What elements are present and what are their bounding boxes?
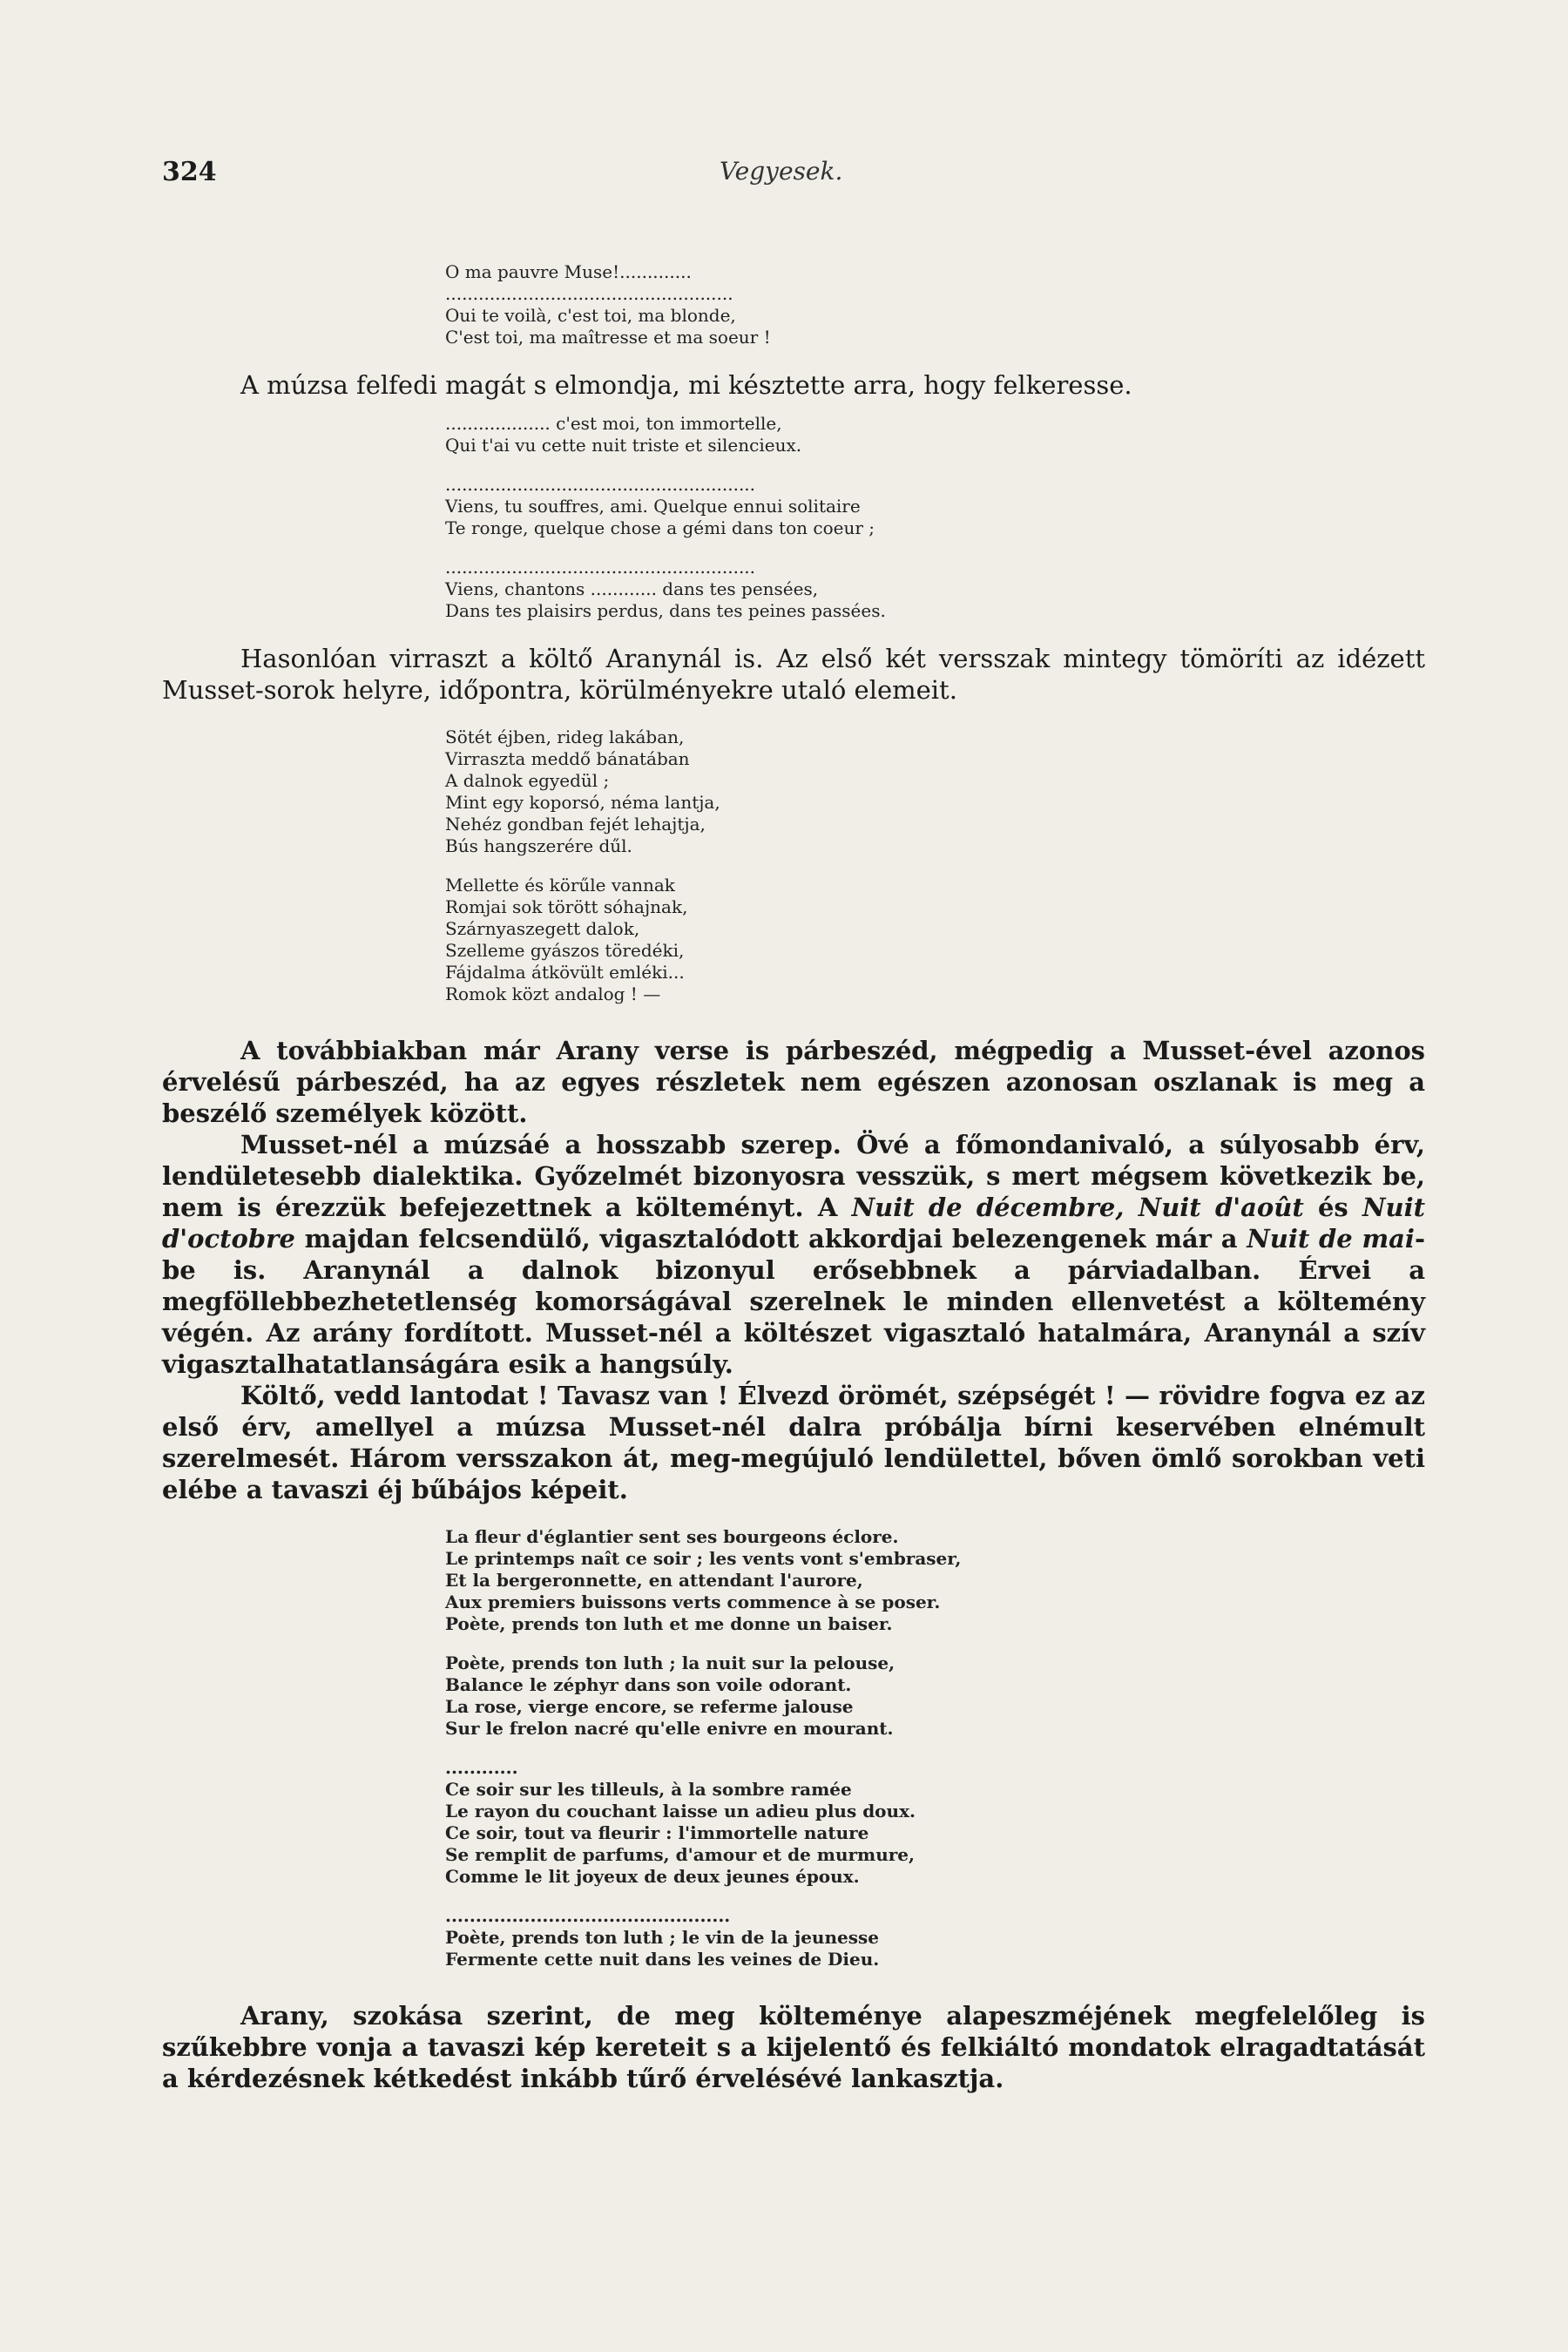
arany-poem-quote: [445, 727, 1425, 1005]
verse-line: ............: [445, 1757, 518, 1778]
verse-line: Bús hangszerére dűl.: [445, 835, 632, 856]
running-head: Vegyesek.: [720, 157, 843, 186]
stanza: [445, 474, 1425, 539]
title-italic: Nuit de décembre, Nuit d'août: [851, 1193, 1304, 1222]
musset-quote-3: [445, 1526, 1425, 1970]
title-italic: Nuit d'octobre: [162, 1193, 1425, 1254]
stanza: [445, 1757, 1425, 1888]
verse-line: Viens, tu souffres, ami. Quelque ennui solitaire: [445, 496, 861, 517]
stanza: [445, 413, 1425, 456]
page-content: [162, 261, 1425, 2094]
text-run: és: [1303, 1193, 1362, 1222]
verse-line: Poète, prends ton luth ; la nuit sur la pelouse,: [445, 1652, 896, 1673]
paragraph-text: Költő, vedd lantodat ! Tavasz van ! Élvezd örömét, szépségét ! — rövidre fogva ez az első érv, amellyel a múzsa Musset-nél dalra próbálja bírni keservében elnémult szerelmesét. Három versszakon át, meg-megújuló lendülettel, bőven ömlő sorokban veti elébe a tavaszi éj bűbájos képeit.: [162, 1381, 1425, 1504]
verse-line: Le printemps naît ce soir ; les vents vont s'embraser,: [445, 1548, 962, 1569]
verse-line: Le rayon du couchant laisse un adieu plus doux.: [445, 1801, 916, 1821]
verse-line: O ma pauvre Muse!.............: [445, 261, 692, 282]
verse-line: Oui te voilà, c'est toi, ma blonde,: [445, 305, 736, 326]
verse-line: Mellette és körűle vannak: [445, 875, 675, 896]
stanza: [445, 557, 1425, 622]
verse-line: ...............................................: [445, 1905, 731, 1926]
verse-line: Et la bergeronnette, en attendant l'aurore,: [445, 1570, 863, 1591]
verse-line: Comme le lit joyeux de deux jeunes époux.: [445, 1866, 860, 1887]
verse-line: Poète, prends ton luth ; le vin de la jeunesse: [445, 1927, 879, 1948]
paragraph-dialogue: [162, 1035, 1425, 1505]
verse-line: C'est toi, ma maîtresse et ma soeur !: [445, 327, 771, 348]
verse-line: Balance le zéphyr dans son voile odorant.: [445, 1674, 852, 1695]
verse-line: La rose, vierge encore, se referme jalouse: [445, 1696, 854, 1717]
verse-line: Poète, prends ton luth et me donne un baiser.: [445, 1613, 893, 1634]
musset-quote-2: [445, 413, 1425, 622]
verse-line: La fleur d'églantier sent ses bourgeons éclore.: [445, 1526, 899, 1547]
verse-line: Romjai sok törött sóhajnak,: [445, 896, 688, 917]
text-run: majdan felcsendülő, vigasztalódott akkordjai belezengenek már a: [294, 1224, 1247, 1254]
paragraph-similarity: [162, 643, 1425, 706]
text-run: -be is. Aranynál a dalnok bizonyul erősebbnek a párviadalban. Érvei a megföllebbezhetetlenség komorságával szerelnek le minden ellenvetést a költemény végén. Az arány fordított. Musset-nél a költészet vigasztaló hatalmára, Aranynál a szív vigasztalhatatlanságára esik a hangsúly.: [162, 1224, 1425, 1379]
verse-line: Sur le frelon nacré qu'elle enivre en mourant.: [445, 1718, 894, 1739]
paragraph-text: Arany, szokása szerint, de meg költeménye alapeszméjének megfelelőleg is szűkebbre vonja a tavaszi kép kereteit s a kijelentő és felkiáltó mondatok elragadtatását a kérdezésnek kétkedést inkább tűrő érvelésévé lankasztja.: [162, 2001, 1425, 2093]
verse-line: Ce soir, tout va fleurir : l'immortelle nature: [445, 1822, 869, 1843]
verse-line: ....................................................: [445, 283, 733, 304]
stanza: [445, 1526, 1425, 1635]
paragraph-text: [162, 1129, 1425, 1380]
verse-line: A dalnok egyedül ;: [445, 770, 610, 791]
verse-line: Aux premiers buissons verts commence à se poser.: [445, 1592, 941, 1612]
page-number: 324: [162, 157, 217, 187]
stanza: [445, 1905, 1425, 1970]
verse-line: ........................................................: [445, 557, 756, 578]
verse-line: Dans tes plaisirs perdus, dans tes peines passées.: [445, 600, 886, 621]
verse-line: Se remplit de parfums, d'amour et de murmure,: [445, 1844, 915, 1865]
paragraph-muse: [162, 369, 1425, 401]
paragraph-text: A múzsa felfedi magát s elmondja, mi késztette arra, hogy felkeresse.: [240, 370, 1132, 400]
verse-line: ................... c'est moi, ton immortelle,: [445, 413, 782, 434]
verse-line: Virraszta meddő bánatában: [445, 748, 690, 769]
paragraph-conclusion: [162, 2000, 1425, 2094]
verse-line: Fájdalma átkövült emléki...: [445, 962, 685, 983]
verse-line: ........................................................: [445, 474, 756, 495]
page-header: [162, 157, 1425, 200]
verse-line: Sötét éjben, rideg lakában,: [445, 727, 685, 747]
stanza: [445, 875, 1425, 1005]
verse-line: Mint egy koporsó, néma lantja,: [445, 792, 720, 813]
verse-line: Fermente cette nuit dans les veines de Dieu.: [445, 1949, 880, 1970]
verse-line: Qui t'ai vu cette nuit triste et silencieux.: [445, 435, 802, 456]
verse-line: Szelleme gyászos töredéki,: [445, 940, 685, 961]
verse-line: Nehéz gondban fejét lehajtja,: [445, 814, 706, 835]
stanza: [445, 727, 1425, 857]
paragraph-text: Hasonlóan virraszt a költő Aranynál is. Az első két versszak mintegy tömöríti az idézett Musset-sorok helyre, időpontra, körülményekre utaló elemeit.: [162, 644, 1425, 705]
verse-line: Szárnyaszegett dalok,: [445, 918, 640, 939]
stanza: [445, 1652, 1425, 1740]
text-run: Musset-nél a múzsáé a hosszabb szerep. Övé a főmondanivaló, a súlyosabb érv, lendületesebb dialektika. Győzelmét bizonyosra vesszük, s mert mégsem következik be, nem is érezzük befejezettnek a költeményt. A: [162, 1130, 1425, 1222]
verse-line: Romok közt andalog ! —: [445, 983, 661, 1004]
verse-line: Ce soir sur les tilleuls, à la sombre ramée: [445, 1779, 852, 1800]
verse-line: Te ronge, quelque chose a gémi dans ton coeur ;: [445, 517, 875, 538]
verse-line: Viens, chantons ............ dans tes pensées,: [445, 578, 819, 599]
paragraph-text: A továbbiakban már Arany verse is párbeszéd, mégpedig a Musset-ével azonos érvelésű párbeszéd, ha az egyes részletek nem egészen azonosan oszlanak is meg a beszélő személyek között.: [162, 1036, 1425, 1128]
title-italic: Nuit de mai: [1247, 1224, 1415, 1254]
musset-quote-1: [445, 261, 1425, 348]
